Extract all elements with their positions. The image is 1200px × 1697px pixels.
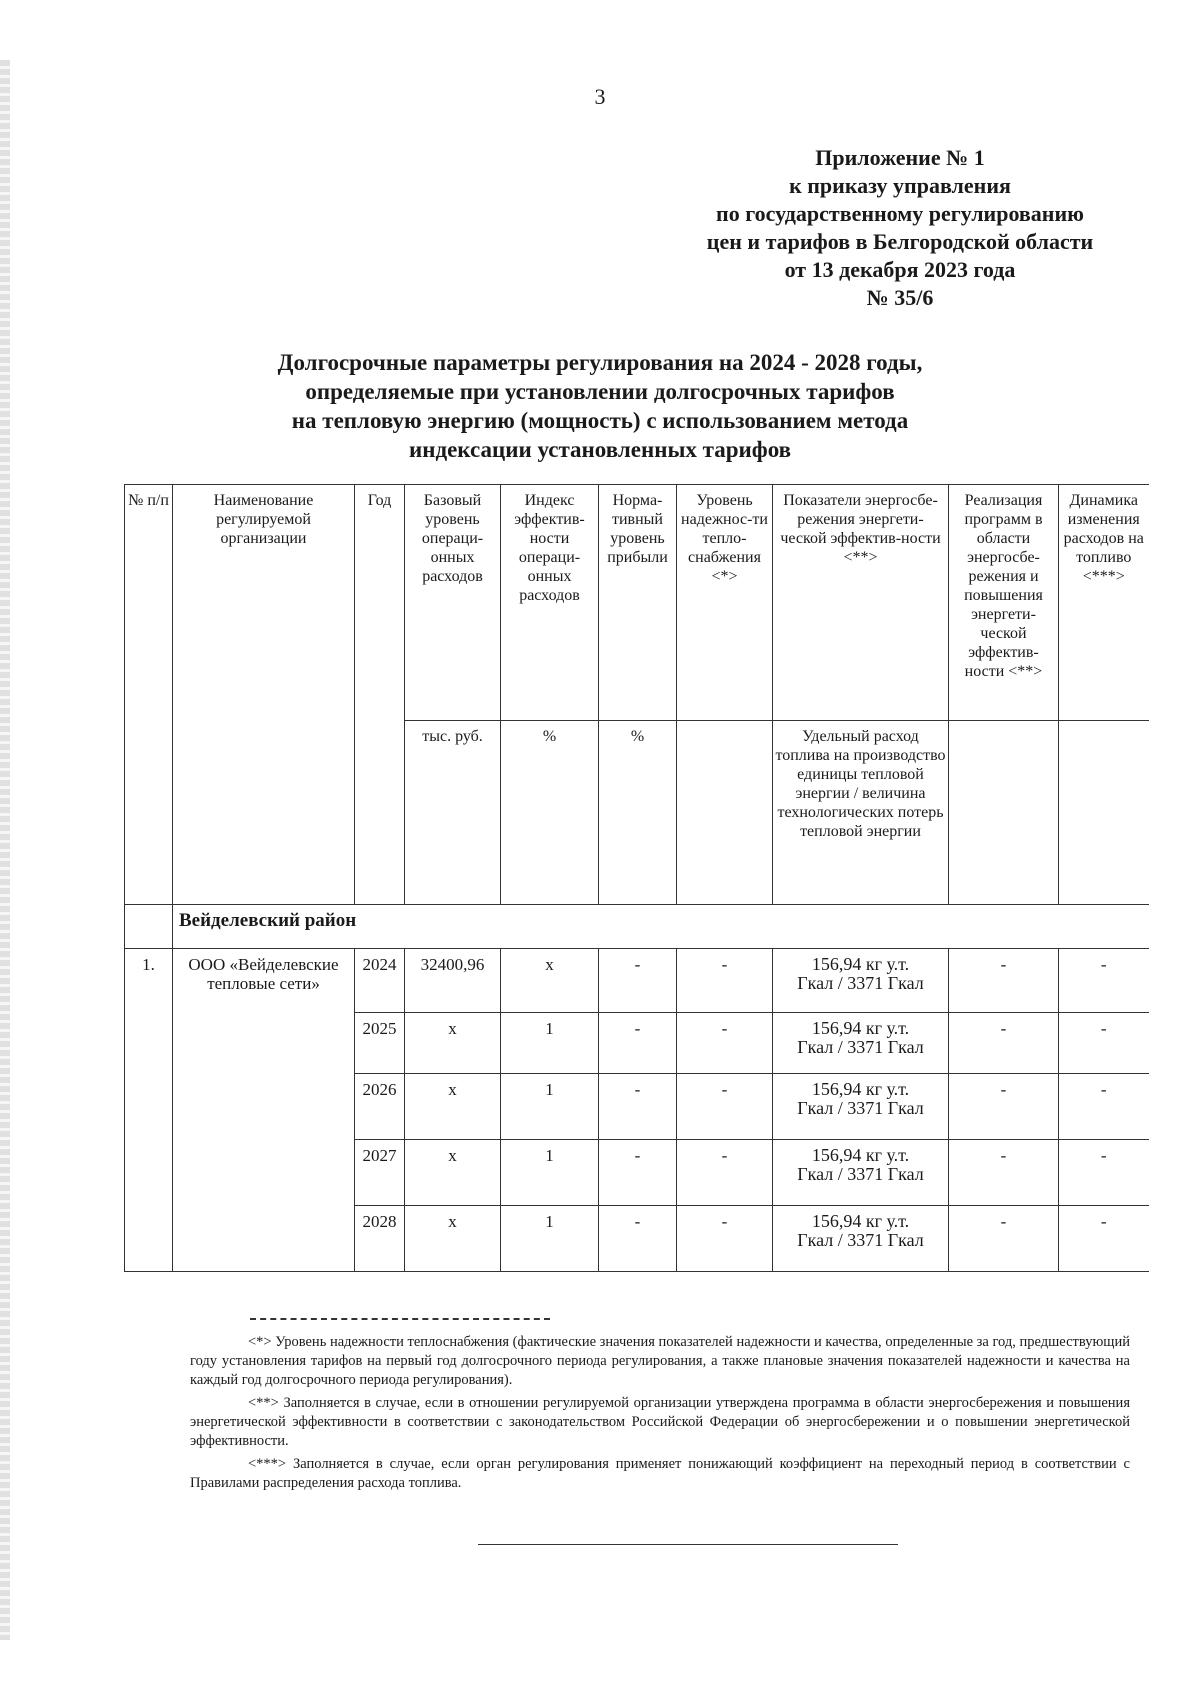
fuel-line: Гкал / 3371 Гкал xyxy=(797,973,924,993)
cell-fuel-dynamics: - xyxy=(1059,1140,1149,1206)
region-row xyxy=(125,905,1149,949)
cell-reliability: - xyxy=(677,1013,773,1074)
footnotes xyxy=(190,1333,1130,1497)
footnote-energy-saving: <**> Заполняется в случае, если в отношении регулируемой организации утверждена программа в области энергосбережения и повышения энергетической эффективности в соответствии с законодательством Российской Федерации об энергосбережении и о повышении энергетической эффективности. xyxy=(190,1395,1130,1449)
header-programs: Реализация программ в области энергосбе-режения и повышения энергети-ческой эффектив-ности <**> xyxy=(949,485,1059,721)
cell-year: 2027 xyxy=(355,1140,405,1206)
appendix-line: цен и тарифов в Белгородской области xyxy=(706,229,1094,254)
cell-index: 1 xyxy=(501,1013,599,1074)
table-row xyxy=(125,949,1149,1013)
footnote-fuel: <***> Заполняется в случае, если орган регулирования применяет понижающий коэффициент на переходный период в соответствии с Правилами распределения расхода топлива. xyxy=(190,1456,1130,1491)
cell-profit: - xyxy=(599,949,677,1013)
cell-index: x xyxy=(501,949,599,1013)
page-number: 3 xyxy=(594,84,606,109)
cell-fuel-dynamics: - xyxy=(1059,1074,1149,1140)
unit-reliability xyxy=(677,721,773,905)
title-line: Долгосрочные параметры регулирования на 2024 - 2028 годы, xyxy=(277,350,923,375)
unit-fuel-dynamics xyxy=(1059,721,1149,905)
header-year: Год xyxy=(355,485,405,905)
cell-programs: - xyxy=(949,1206,1059,1272)
fuel-line: Гкал / 3371 Гкал xyxy=(797,1098,924,1118)
region-num-cell xyxy=(125,905,173,949)
unit-energy: Удельный расход топлива на производство единицы тепловой энергии / величина технологических потерь тепловой энергии xyxy=(773,721,949,905)
cell-fuel-dynamics: - xyxy=(1059,949,1149,1013)
cell-year: 2026 xyxy=(355,1074,405,1140)
appendix-line: к приказу управления xyxy=(789,173,1011,198)
fuel-line: 156,94 кг у.т. xyxy=(811,1079,910,1099)
cell-programs: - xyxy=(949,1140,1059,1206)
cell-base: x xyxy=(405,1013,501,1074)
cell-fuel-dynamics: - xyxy=(1059,1206,1149,1272)
title-line: определяемые при установлении долгосрочных тарифов xyxy=(305,379,895,404)
fuel-line: 156,94 кг у.т. xyxy=(811,1211,910,1231)
title-line: на тепловую энергию (мощность) с использованием метода xyxy=(291,408,909,433)
fuel-line: Гкал / 3371 Гкал xyxy=(797,1164,924,1184)
cell-index: 1 xyxy=(501,1206,599,1272)
fuel-line: Гкал / 3371 Гкал xyxy=(797,1230,924,1250)
title-line: индексации установленных тарифов xyxy=(408,437,792,462)
fuel-line: 156,94 кг у.т. xyxy=(811,954,910,974)
scan-edge-artifact xyxy=(0,60,10,1640)
cell-base: x xyxy=(405,1206,501,1272)
region-name: Вейделевский район xyxy=(173,905,1149,949)
unit-programs xyxy=(949,721,1059,905)
appendix-line: № 35/6 xyxy=(866,285,934,310)
footnote-reliability: <*> Уровень надежности теплоснабжения (фактические значения показателей надежности и качества, определенные за год, предшествующий году установления тарифов на первый год долгосрочного периода регулирования, а также плановые значения показателей надежности и качества на каждый год долгосрочного периода регулирования). xyxy=(190,1334,1130,1388)
header-org-name: Наименование регулируемой организации xyxy=(173,485,355,905)
cell-year: 2024 xyxy=(355,949,405,1013)
cell-programs: - xyxy=(949,1074,1059,1140)
cell-base: x xyxy=(405,1140,501,1206)
cell-programs: - xyxy=(949,1013,1059,1074)
header-profit: Норма-тивный уровень прибыли xyxy=(599,485,677,721)
cell-year: 2025 xyxy=(355,1013,405,1074)
cell-year: 2028 xyxy=(355,1206,405,1272)
cell-energy xyxy=(773,1140,949,1206)
cell-programs: - xyxy=(949,949,1059,1013)
org-name: ООО «Вейделевские тепловые сети» xyxy=(173,949,355,1272)
footnote-separator xyxy=(250,1318,550,1320)
cell-index: 1 xyxy=(501,1140,599,1206)
header-row xyxy=(125,485,1149,721)
header-base-opex: Базовый уровень операци-онных расходов xyxy=(405,485,501,721)
header-fuel-dynamics: Динамика изменения расходов на топливо <***> xyxy=(1059,485,1149,721)
header-reliability: Уровень надежнос-ти тепло-снабжения <*> xyxy=(677,485,773,721)
cell-profit: - xyxy=(599,1140,677,1206)
cell-index: 1 xyxy=(501,1074,599,1140)
cell-profit: - xyxy=(599,1074,677,1140)
header-efficiency-index: Индекс эффектив-ности операци-онных расходов xyxy=(501,485,599,721)
unit-profit: % xyxy=(599,721,677,905)
header-num: № п/п xyxy=(125,485,173,905)
org-num: 1. xyxy=(125,949,173,1272)
end-rule xyxy=(478,1544,898,1545)
cell-fuel-dynamics: - xyxy=(1059,1013,1149,1074)
cell-profit: - xyxy=(599,1013,677,1074)
cell-reliability: - xyxy=(677,949,773,1013)
cell-profit: - xyxy=(599,1206,677,1272)
cell-reliability: - xyxy=(677,1140,773,1206)
cell-energy xyxy=(773,1074,949,1140)
cell-reliability: - xyxy=(677,1206,773,1272)
cell-energy xyxy=(773,1013,949,1074)
cell-base: 32400,96 xyxy=(405,949,501,1013)
cell-base: x xyxy=(405,1074,501,1140)
unit-index: % xyxy=(501,721,599,905)
header-energy-saving: Показатели энергосбе-режения энергети-ческой эффектив-ности <**> xyxy=(773,485,949,721)
cell-reliability: - xyxy=(677,1074,773,1140)
parameters-table xyxy=(124,484,1149,1272)
fuel-line: 156,94 кг у.т. xyxy=(811,1018,910,1038)
document-title xyxy=(160,348,1040,464)
appendix-line: Приложение № 1 xyxy=(815,145,985,170)
fuel-line: Гкал / 3371 Гкал xyxy=(797,1037,924,1057)
unit-base: тыс. руб. xyxy=(405,721,501,905)
appendix-line: от 13 декабря 2023 года xyxy=(784,257,1016,282)
cell-energy xyxy=(773,1206,949,1272)
fuel-line: 156,94 кг у.т. xyxy=(811,1145,910,1165)
appendix-line: по государственному регулированию xyxy=(716,201,1084,226)
cell-energy xyxy=(773,949,949,1013)
appendix-header xyxy=(630,144,1170,312)
